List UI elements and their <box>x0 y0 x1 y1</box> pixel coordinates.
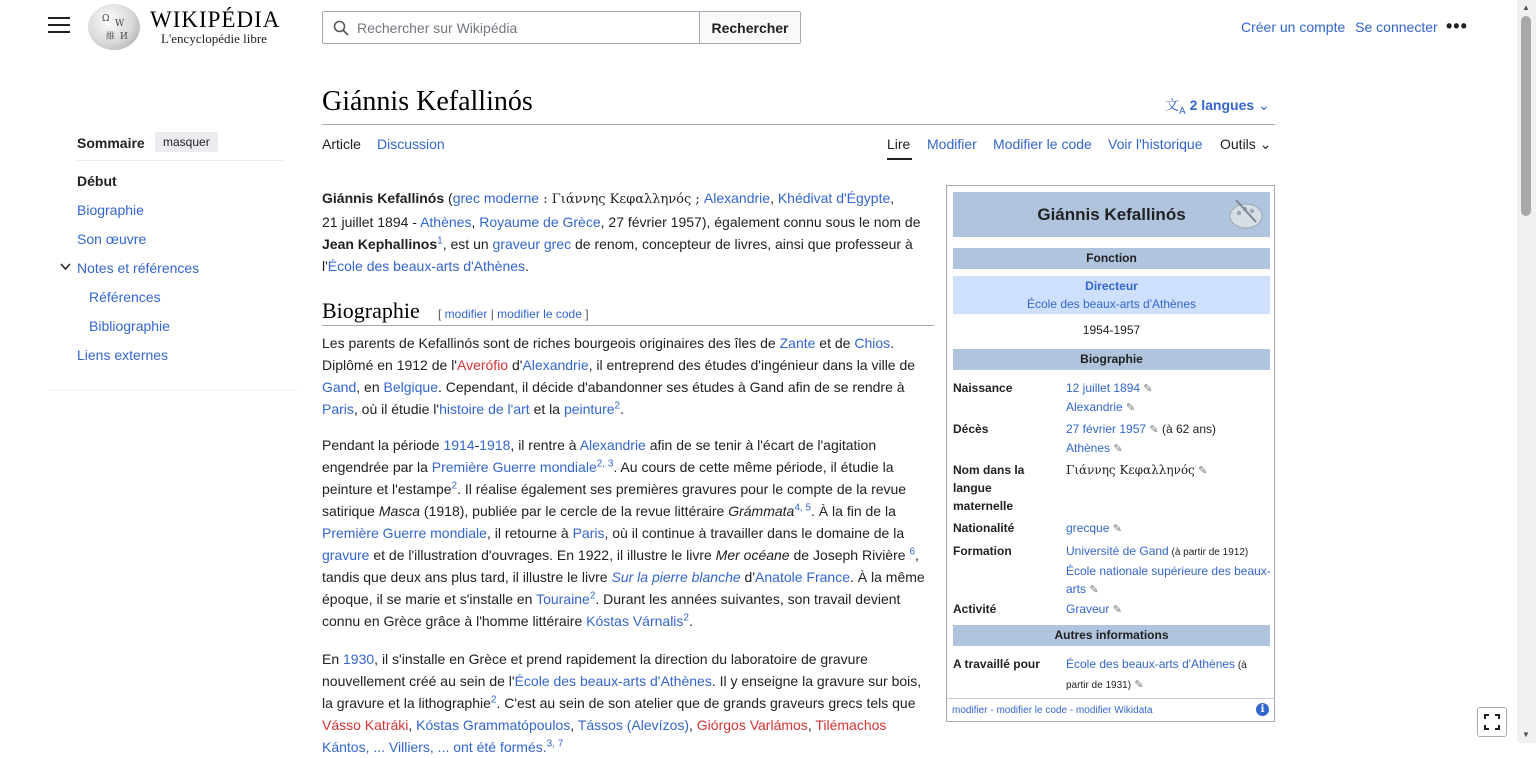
wordmark-title[interactable]: WIKIPÉDIA <box>150 7 281 32</box>
text: . <box>620 401 624 417</box>
deces-date-link[interactable]: 27 février 1957 <box>1066 422 1147 436</box>
fonction-ecole-link[interactable]: École des beaux-arts d'Athènes <box>1026 297 1197 311</box>
bio-paragraph-1 <box>322 332 932 420</box>
info-icon[interactable]: i <box>1256 703 1269 716</box>
pencil-icon[interactable]: ✎ <box>1149 424 1159 436</box>
text: . Durant les années suivantes, son travail devient <box>595 591 901 607</box>
link-alexandrie[interactable]: Alexandrie <box>703 190 771 206</box>
scroll-down-icon[interactable]: ▼ <box>1522 730 1530 739</box>
link-grec[interactable]: grec <box>543 236 572 252</box>
text: de renom, concepteur de livres, ainsi que professeur à <box>571 236 913 252</box>
text: . Il y enseigne la gravure sur bois, <box>711 673 922 689</box>
toc-item-son-oeuvre[interactable]: Son œuvre <box>77 231 147 247</box>
text: Grámmata <box>728 503 795 519</box>
toc-divider <box>77 160 283 161</box>
toc-item-biographie[interactable]: Biographie <box>77 202 144 218</box>
text: , il retourne à <box>486 525 573 541</box>
section-heading-biographie: Biographie <box>322 298 420 323</box>
formation-gand-link[interactable]: Université de Gand <box>1066 544 1169 558</box>
link-ecole[interactable]: École des beaux-arts d'Athènes <box>514 673 712 689</box>
fullscreen-button[interactable] <box>1477 707 1507 737</box>
link-grammatopoulos[interactable]: Kóstas Grammatópoulos <box>416 717 571 733</box>
text: 21 juillet 1894 - <box>322 214 421 230</box>
text: , <box>915 547 919 563</box>
wikipedia-globe-logo[interactable]: Ω W 維 И <box>88 4 140 50</box>
login-link[interactable]: Se connecter <box>1355 19 1438 35</box>
chevron-down-icon: ⌄ <box>1259 136 1272 152</box>
toc-title: Sommaire <box>77 135 145 151</box>
section-edit-code-link[interactable]: modifier le code <box>497 307 582 321</box>
link-peinture[interactable]: peinture <box>563 401 615 417</box>
link-paris[interactable]: Paris <box>572 525 605 541</box>
formation-beaux-arts-link[interactable]: École nationale supérieure des beaux-arts <box>1066 564 1271 596</box>
bio-paragraph-2 <box>322 434 932 632</box>
text: . C'est au sein de son atelier que de grands graveurs grecs tels que <box>496 695 916 711</box>
text: afin de se tenir à l'écart de l'agitation <box>645 437 877 453</box>
pencil-icon[interactable]: ✎ <box>1143 383 1153 395</box>
infobox-row-nom <box>953 461 1270 515</box>
ref-link[interactable]: 2 <box>451 480 458 492</box>
tab-discussion[interactable]: Discussion <box>377 136 445 152</box>
page-scrollbar[interactable] <box>1517 0 1536 743</box>
text: Diplômé en 1912 de l' <box>322 357 457 373</box>
pencil-icon[interactable]: ✎ <box>1134 679 1144 691</box>
pencil-icon[interactable]: ✎ <box>1112 523 1122 535</box>
text: , <box>408 717 417 733</box>
intro-paragraph <box>322 187 932 277</box>
text: la gravure et la lithographie <box>322 695 491 711</box>
toc-item-bibliographie[interactable]: Bibliographie <box>89 318 170 334</box>
infobox-row-deces <box>953 420 1270 456</box>
search-button[interactable]: Rechercher <box>700 12 800 43</box>
row-label: Activité <box>953 602 997 616</box>
travaille-note: (à partir de 1931) <box>1066 660 1247 691</box>
infobox-biographie-header: Biographie <box>953 349 1270 370</box>
text: . <box>525 258 529 274</box>
row-label: A travaillé pour <box>953 657 1040 671</box>
text: l' <box>322 258 328 274</box>
link-tassos[interactable]: Tássos (Alevízos) <box>577 717 690 733</box>
link-gravure[interactable]: gravure <box>322 547 370 563</box>
text: Masca <box>378 503 421 519</box>
infobox-footer <box>947 698 1274 720</box>
link-belgique[interactable]: Belgique <box>383 379 438 395</box>
language-button[interactable] <box>1165 95 1270 117</box>
text: peinture et l'estampe <box>322 481 452 497</box>
pencil-icon[interactable]: ✎ <box>1126 402 1136 414</box>
tab-historique[interactable]: Voir l'historique <box>1108 136 1203 152</box>
link-1914[interactable]: 1914 <box>443 437 475 453</box>
pencil-icon[interactable]: ✎ <box>1198 465 1208 477</box>
create-account-link[interactable]: Créer un compte <box>1241 19 1346 35</box>
tab-modifier[interactable]: Modifier <box>927 136 977 152</box>
text: , il rentre à <box>510 437 580 453</box>
text: , <box>770 190 778 206</box>
text: , où il continue à travailler dans le domaine de la <box>604 525 905 541</box>
activite-link[interactable]: Graveur <box>1066 602 1110 616</box>
text: tandis que deux ans plus tard, il illustre le livre <box>322 569 612 585</box>
link-graveur[interactable]: graveur <box>492 236 540 252</box>
link-alexandrie[interactable]: Alexandrie <box>522 357 589 373</box>
link-1918[interactable]: 1918 <box>479 437 511 453</box>
link-athenes[interactable]: Athènes <box>420 214 472 230</box>
nom-value: Γιάννης Κεφαλληνός <box>1066 463 1195 477</box>
title-divider <box>322 124 1275 125</box>
nationalite-link[interactable]: grecque <box>1066 521 1110 535</box>
tools-label: Outils <box>1220 136 1256 152</box>
palette-icon <box>1228 198 1264 230</box>
search-placeholder: Rechercher sur Wikipédia <box>357 19 518 36</box>
ref-link[interactable]: 2 <box>490 694 497 706</box>
text: et la <box>529 401 564 417</box>
ref-link[interactable]: 2 <box>683 612 689 624</box>
text: . Il réalise également ses premières gravures pour le compte de la revue <box>457 481 907 497</box>
expand-icon <box>1484 714 1500 730</box>
link-royaume[interactable]: Royaume de Grèce <box>479 214 601 230</box>
text: . <box>688 613 693 629</box>
row-label: Nom dans la langue maternelle <box>953 463 1025 513</box>
text: engendrée par la <box>322 459 432 475</box>
toc-bottom-divider <box>48 390 298 391</box>
link-pierre-blanche[interactable]: Sur la pierre blanche <box>611 569 741 585</box>
text: , est un <box>442 236 493 252</box>
tab-modifier-code[interactable]: Modifier le code <box>993 136 1092 152</box>
infobox-edit-links[interactable]: modifier - modifier le code - modifier Wikidata <box>952 705 1153 716</box>
tab-article[interactable]: Article <box>322 136 361 152</box>
ref-link[interactable]: 2 <box>589 590 596 602</box>
row-label: Nationalité <box>953 521 1015 535</box>
travaille-link[interactable]: École des beaux-arts d'Athènes <box>1066 657 1236 671</box>
main-menu-button[interactable] <box>48 17 70 35</box>
search-form <box>322 11 801 44</box>
text: , en <box>356 379 384 395</box>
text: et de l'illustration d'ouvrages. En 1922, il illustre le livre <box>369 547 716 563</box>
link-grec-moderne[interactable]: grec moderne <box>452 190 540 206</box>
toc-item-debut[interactable]: Début <box>77 173 117 189</box>
link-katraki[interactable]: Vásso Katráki <box>322 717 409 733</box>
text: En <box>322 651 344 667</box>
text: , <box>807 717 816 733</box>
search-icon <box>333 20 349 36</box>
link-premiere-guerre[interactable]: Première Guerre mondiale <box>322 525 487 541</box>
bio-paragraph-3 <box>322 648 932 758</box>
pencil-icon[interactable]: ✎ <box>1113 443 1123 455</box>
link-averofio[interactable]: Averófio <box>456 357 509 373</box>
text: , 27 février 1957), également connu sous le nom de <box>600 214 921 230</box>
link-anatole-france[interactable]: Anatole France <box>755 569 850 585</box>
link-varlamos[interactable]: Giórgos Varlámos <box>696 717 808 733</box>
text: , <box>689 717 697 733</box>
language-count: 2 langues <box>1189 97 1255 113</box>
ref-link[interactable]: 3, 7 <box>546 738 564 750</box>
infobox-row-travaille <box>953 655 1270 691</box>
text: Les parents de Kefallinós sont de riches bourgeois originaires des îles de <box>322 335 780 351</box>
chevron-down-icon: ⌄ <box>1258 97 1270 113</box>
ref-link[interactable]: 2, 3 <box>596 458 614 470</box>
text: . À la même <box>849 569 925 585</box>
ref-link[interactable]: 6 <box>909 546 915 558</box>
ref-link[interactable]: 4, 5 <box>794 502 812 514</box>
text: : Γιάννης Κεφαλληνός ; <box>539 192 704 207</box>
text: Mer océane <box>715 547 790 563</box>
naissance-lieu-link[interactable]: Alexandrie <box>1066 400 1123 414</box>
infobox-autres-header: Autres informations <box>953 625 1270 646</box>
text: satirique <box>322 503 379 519</box>
formation-note: (à partir de 1912) <box>1168 547 1249 558</box>
link-gand[interactable]: Gand <box>322 379 357 395</box>
link-paris[interactable]: Paris <box>322 401 354 417</box>
pencil-icon[interactable]: ✎ <box>1112 604 1122 616</box>
infobox-fonction-box <box>953 276 1270 314</box>
toc-hide-button[interactable]: masquer <box>155 132 218 152</box>
text: connu en Grèce grâce à l'homme littéraire <box>322 613 587 629</box>
tools-menu[interactable] <box>1220 136 1271 153</box>
subject-name: Giánnis Kefallinós <box>322 190 445 206</box>
text: Pendant la période <box>322 437 444 453</box>
ref-link[interactable]: 2 <box>614 400 621 412</box>
text: , <box>570 717 578 733</box>
section-divider <box>322 325 934 326</box>
link-tilemachos[interactable]: Tilémachos <box>815 717 887 733</box>
link-premiere-guerre[interactable]: Première Guerre mondiale <box>431 459 597 475</box>
text: de Joseph Rivière <box>789 547 910 563</box>
fonction-years: 1954-1957 <box>1082 323 1141 337</box>
search-input[interactable] <box>323 12 700 43</box>
row-label: Décès <box>953 422 989 436</box>
text: époque, il se marie et s'installe en <box>322 591 537 607</box>
separator: | <box>487 307 498 321</box>
section-edit-links <box>438 307 589 321</box>
text: - <box>474 437 480 453</box>
text: d' <box>508 357 523 373</box>
text: , <box>890 190 895 206</box>
bracket: ] <box>581 307 589 321</box>
infobox-title-bar <box>953 192 1270 237</box>
text: , où il étudie l' <box>353 401 440 417</box>
text: d' <box>740 569 756 585</box>
scroll-up-icon[interactable]: ▲ <box>1522 3 1530 12</box>
text: . <box>890 335 895 351</box>
wordmark-tagline: L'encyclopédie libre <box>161 31 267 46</box>
page-title: Giánnis Kefallinós <box>322 86 533 117</box>
naissance-date-link[interactable]: 12 juillet 1894 <box>1066 381 1141 395</box>
link-histoire-art[interactable]: histoire de l'art <box>439 401 530 417</box>
link-1930[interactable]: 1930 <box>343 651 375 667</box>
infobox-row-naissance <box>953 379 1270 415</box>
pencil-icon[interactable]: ✎ <box>1089 584 1099 596</box>
toc-item-liens-externes[interactable]: Liens externes <box>77 347 169 363</box>
link-chios[interactable]: Chios <box>854 335 891 351</box>
text: Kántos, ... Villiers, ... ont été formés. <box>322 739 547 755</box>
chevron-down-icon[interactable] <box>60 263 71 271</box>
text: , <box>471 214 480 230</box>
more-options-icon[interactable]: ••• <box>1446 16 1468 36</box>
row-label: Formation <box>953 544 1012 558</box>
alias-name: Jean Kephallinos <box>322 236 438 252</box>
tab-lire[interactable]: Lire <box>887 136 911 152</box>
scrollbar-thumb[interactable] <box>1521 16 1531 216</box>
text: ( <box>444 190 453 206</box>
ref-link[interactable]: 1 <box>437 235 443 247</box>
toc-item-references[interactable]: Références <box>89 289 161 305</box>
link-alexandrie[interactable]: Alexandrie <box>579 437 646 453</box>
fonction-directeur-link[interactable]: Directeur <box>1085 279 1138 293</box>
deces-age: (à 62 ans) <box>1158 422 1216 436</box>
toc-item-notes[interactable]: Notes et références <box>77 260 200 276</box>
infobox <box>946 185 1275 722</box>
text: (1918), publiée par le cercle de la revue littéraire <box>420 503 729 519</box>
text: et de <box>815 335 855 351</box>
link-touraine[interactable]: Touraine <box>536 591 590 607</box>
deces-lieu-link[interactable]: Athènes <box>1066 441 1111 455</box>
link-zante[interactable]: Zante <box>779 335 816 351</box>
text: nouvellement créé au sein de l' <box>322 673 515 689</box>
active-tab-indicator <box>887 158 912 160</box>
row-label: Naissance <box>953 381 1013 395</box>
text: , il entreprend des études d'ingénieur dans la ville de <box>588 357 916 373</box>
infobox-title: Giánnis Kefallinós <box>1037 205 1186 224</box>
infobox-row-formation <box>953 542 1270 596</box>
infobox-fonction-header: Fonction <box>953 248 1270 269</box>
text: . Cependant, il décide d'abandonner ses études à Gand afin de se rendre à <box>438 379 905 395</box>
link-varnalis[interactable]: Kóstas Várnalis <box>586 613 684 629</box>
text: , il s'installe en Grèce et prend rapidement la direction du laboratoire de gravure <box>374 651 868 667</box>
link-ecole[interactable]: École des beaux-arts d'Athènes <box>327 258 526 274</box>
translate-icon: 文$_A$ <box>1165 97 1186 117</box>
link-khedivat[interactable]: Khédivat d'Égypte <box>777 190 891 206</box>
bracket: [ <box>438 307 445 321</box>
section-edit-link[interactable]: modifier <box>444 307 488 321</box>
text: . À la fin de la <box>811 503 896 519</box>
user-links <box>1235 19 1438 35</box>
text: . Au cours de cette même période, il étudie la <box>613 459 894 475</box>
